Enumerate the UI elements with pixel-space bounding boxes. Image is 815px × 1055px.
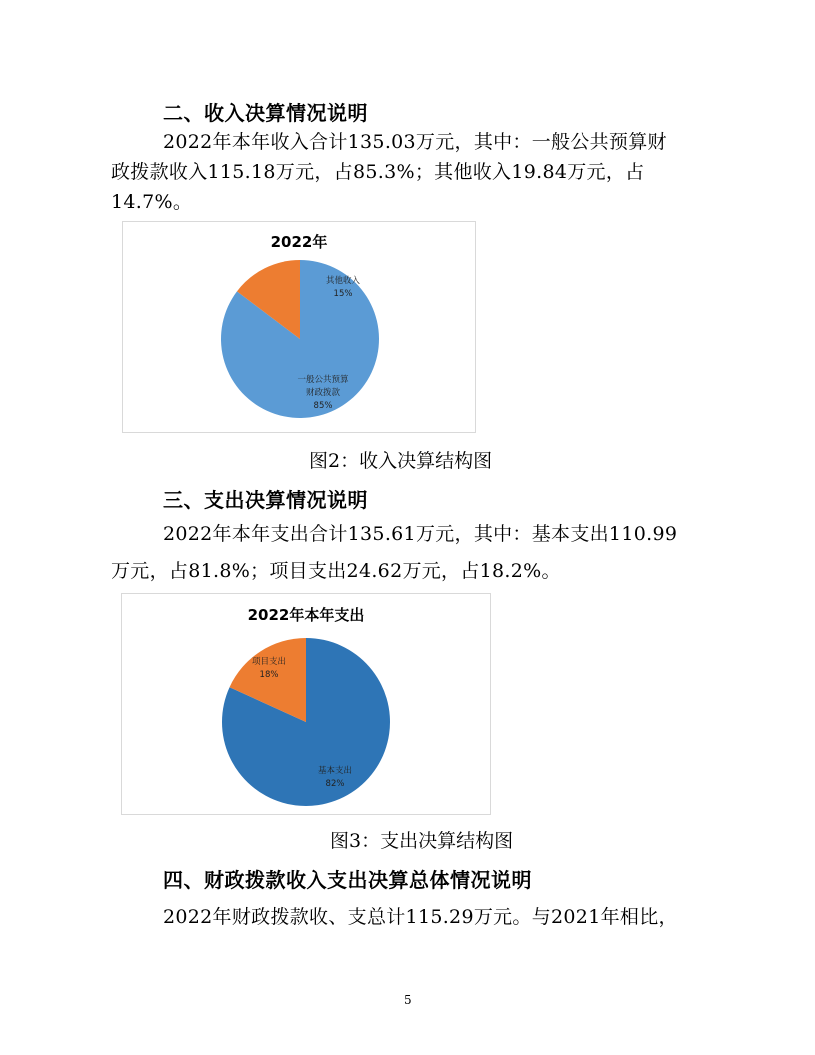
figure-caption: 图3：支出决算结构图	[330, 830, 514, 852]
income-pie-chart	[122, 221, 476, 433]
paragraph-line: 2022年财政拨款收、支总计115.29万元。与2021年相比，	[163, 906, 678, 928]
section-heading-fiscal: 四、财政拨款收入支出决算总体情况说明	[163, 868, 532, 892]
slice-percent: 18%	[259, 670, 279, 680]
paragraph-line: 万元，占81.8%；项目支出24.62万元，占18.2%。	[111, 560, 561, 582]
slice-label: 其他收入	[325, 276, 361, 286]
expenditure-pie-chart	[121, 593, 491, 815]
paragraph-line: 政拨款收入115.18万元，占85.3%；其他收入19.84万元，占	[111, 161, 645, 183]
slice-label: 财政拨款	[305, 388, 341, 398]
slice-percent: 82%	[325, 779, 345, 789]
income-pie-svg	[123, 222, 475, 432]
paragraph-line: 2022年本年收入合计135.03万元，其中：一般公共预算财	[163, 131, 667, 153]
section-heading-expenditure: 三、支出决算情况说明	[163, 488, 368, 512]
slice-label: 项目支出	[251, 657, 287, 667]
slice-label: 基本支出	[317, 766, 353, 776]
slice-label: 一般公共预算	[297, 375, 349, 385]
page-number: 5	[404, 993, 412, 1007]
expenditure-pie-svg	[122, 594, 490, 814]
paragraph-line: 14.7%。	[111, 191, 193, 213]
figure-caption: 图2：收入决算结构图	[309, 450, 493, 472]
paragraph-line: 2022年本年支出合计135.61万元，其中：基本支出110.99	[163, 523, 678, 545]
chart-title: 2022年本年支出	[247, 606, 365, 624]
slice-percent: 85%	[313, 401, 333, 411]
chart-title: 2022年	[270, 233, 328, 251]
slice-percent: 15%	[333, 289, 353, 299]
section-heading-income: 二、收入决算情况说明	[163, 101, 368, 125]
